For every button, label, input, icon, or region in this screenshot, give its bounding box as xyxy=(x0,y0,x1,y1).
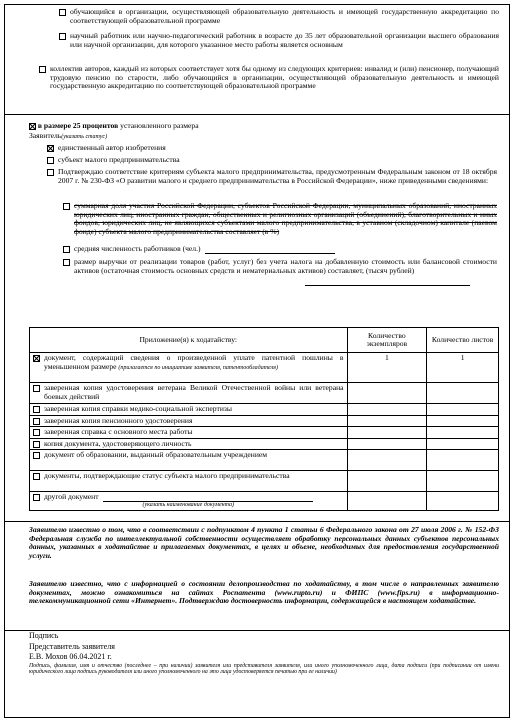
checkbox-sole-author[interactable] xyxy=(47,145,54,152)
attachment-cell xyxy=(30,353,348,383)
copies-cell[interactable] xyxy=(347,492,427,511)
copies-cell[interactable] xyxy=(347,438,427,450)
sheets-cell[interactable] xyxy=(427,438,499,450)
attachment-cell xyxy=(30,404,348,416)
checkbox-share-participation[interactable] xyxy=(63,203,70,210)
criteria-young-researcher-text: научный работник или научно-педагогический работник в возрасте до 35 лет образовательной организации высшего образования или научной организации, для которого указанное место работы является основным xyxy=(70,31,499,49)
option-small-business: субъект малого предпринимательства xyxy=(58,155,180,164)
section-25-heading xyxy=(29,122,199,131)
copies-cell[interactable] xyxy=(347,404,427,416)
table-header-attachments: Приложение(я) к ходатайству: xyxy=(30,328,348,353)
copies-cell[interactable] xyxy=(347,427,427,439)
checkbox-other-document[interactable] xyxy=(33,494,40,501)
attachment-label: копия документа, удостоверяющего личность xyxy=(44,438,192,448)
checkbox-small-business-docs[interactable] xyxy=(33,473,40,480)
criteria-student-text: обучающийся в организации, осуществляющей образовательную деятельность и имеющей государственную аккредитацию по соответствующей образовательной программе xyxy=(70,7,499,25)
attachment-label: документ, содержащий сведения о произведенной уплате патентной пошлины в уменьшенном размере xyxy=(44,353,344,371)
section-25-title-rest: установленного размера xyxy=(118,121,199,130)
attachment-label: заверенная копия пенсионного удостоверения xyxy=(44,415,193,425)
employee-count-text: средняя численность работников (чел.) xyxy=(74,244,201,253)
employee-count-field[interactable] xyxy=(205,245,335,254)
attachment-cell xyxy=(30,471,348,492)
table-row xyxy=(30,427,499,439)
attachment-note: (прилагается по инициативе заявителя, патентообладателя) xyxy=(118,364,278,371)
section-25-title: в размере 25 процентов xyxy=(37,121,119,130)
table-row xyxy=(30,492,499,511)
form-page xyxy=(4,4,510,718)
attachments-table-wrap xyxy=(29,327,499,511)
checkbox-payment-document[interactable] xyxy=(33,355,40,362)
table-header-sheets: Количество листов xyxy=(427,328,499,353)
other-document-hint: (указать наименование документа) xyxy=(142,502,235,508)
personal-data-notice: Заявителю известно о том, что в соответствии с подпунктом 4 пункта 1 статьи 6 Федерального закона от 27 июля 2006 г. № 152-ФЗ Федеральная служба по интеллектуальной собственности осуществляет обработку персональных данных субъектов персональных данных, указанных в ходатайстве и прилагаемых документах, в целях и объеме, необходимых для предоставления государственной услуги. xyxy=(29,525,499,560)
status-info-notice: Заявителю известно, что с информацией о состоянии делопроизводства по ходатайству, в том числе о направленных заявителю документах, можно ознакомиться на сайтах Роспатента (www.rupto.ru) и ФИПС (www.fips.ru) в информационно-телекоммуникационной сети «Интернет». Подтверждаю достоверность информации, содержащейся в настоящем ходатайстве. xyxy=(29,579,499,605)
checkbox-author-collective[interactable] xyxy=(39,66,46,73)
attachment-cell xyxy=(30,415,348,427)
checkbox-confirm-criteria[interactable] xyxy=(47,169,54,176)
section-25-percent xyxy=(5,115,509,323)
revenue-field[interactable] xyxy=(305,277,470,286)
share-participation-text: суммарная доля участия Российской Федерации, субъектов Российской Федерации, муниципальных образований, иностранных юридических лиц, иностранных граждан, общественных и религиозных организаций (объединений), благотворительных и иных фондов, юридических лиц, не являющихся субъектами малого предпринимательства, в уставном (складочном) капитале (паевом фонде) субъекта малого предпринимательства составляет (в %) xyxy=(74,201,497,236)
sheets-cell[interactable] xyxy=(427,383,499,404)
copies-cell[interactable]: 1 xyxy=(347,353,427,383)
attachment-cell xyxy=(30,427,348,439)
table-header-copies: Количество экземпляров xyxy=(347,328,427,353)
option-sole-author: единственный автор изобретения xyxy=(58,143,166,152)
sheets-cell[interactable] xyxy=(427,427,499,439)
attachment-label: другой документ xyxy=(44,492,99,501)
checkbox-medical-certificate[interactable] xyxy=(33,406,40,413)
attachment-cell xyxy=(30,438,348,450)
attachment-cell xyxy=(30,492,348,511)
table-row xyxy=(30,438,499,450)
criteria-author-collective-text: коллектив авторов, каждый из которых соответствует хотя бы одному из следующих критериев: инвалид и (или) пенсионер, получающий трудовую пенсию по старости, либо обучающийся в организации, осуществляющей образовательную деятельность и имеющей государственную аккредитацию по соответствующей образовательной программе xyxy=(50,64,499,90)
sheets-cell[interactable] xyxy=(427,450,499,471)
table-row xyxy=(30,450,499,471)
copies-cell[interactable] xyxy=(347,383,427,404)
checkbox-revenue[interactable] xyxy=(63,259,70,266)
other-document-field[interactable] xyxy=(103,493,313,502)
signature-label: Подпись xyxy=(29,631,59,640)
option-confirm-criteria: Подтверждаю соответствие критериям субъекта малого предпринимательства, предусмотренным Федеральным законом от 18 октября 2007 г. № 230-ФЗ «О развитии малого и среднего предпринимательства в Российской Федерации», ниже приведенными сведениями: xyxy=(58,167,497,185)
attachments-table xyxy=(29,327,499,511)
checkbox-pension-certificate[interactable] xyxy=(33,418,40,425)
sheets-cell[interactable] xyxy=(427,492,499,511)
signature-block xyxy=(29,632,499,676)
attachment-label: документ об образовании, выданный образовательным учреждением xyxy=(44,450,268,459)
table-row xyxy=(30,471,499,492)
attachment-label: заверенная копия справки медико-социальной экспертизы xyxy=(44,404,232,413)
checkbox-veteran-certificate[interactable] xyxy=(33,385,40,392)
signature-role: Представитель заявителя xyxy=(29,641,115,651)
checkbox-identity-copy[interactable] xyxy=(33,441,40,448)
copies-cell[interactable] xyxy=(347,450,427,471)
notices-block xyxy=(5,521,509,631)
sheets-cell[interactable] xyxy=(427,415,499,427)
sheets-cell[interactable] xyxy=(427,404,499,416)
table-row xyxy=(30,353,499,383)
attachment-label: документы, подтверждающие статус субъекта малого предпринимательства xyxy=(44,471,290,480)
attachment-label: заверенная копия удостоверения ветерана Великой Отечественной войны или ветерана боевых действий xyxy=(44,383,344,401)
revenue-text: размер выручки от реализации товаров (работ, услуг) без учета налога на добавленную стоимость или балансовой стоимости активов (остаточная стоимость основных средств и нематериальных активов) составляет, (тысяч рублей) xyxy=(74,257,497,275)
attachment-label: заверенная справка с основного места работы xyxy=(44,427,193,436)
signature-note: Подпись, фамилия, имя и отчество (последнее – при наличии) заявителя или представителя заявителя, или иного уполномоченного лица, дата подписи (при подписании от имени юридического лица подпись руководителя или иного уполномоченного на это лица удостоверяется печатью при ее наличии) xyxy=(29,662,499,676)
table-row xyxy=(30,383,499,404)
attachment-cell xyxy=(30,450,348,471)
copies-cell[interactable] xyxy=(347,415,427,427)
sheets-cell[interactable]: 1 xyxy=(427,353,499,383)
attachment-cell xyxy=(30,383,348,404)
sheets-cell[interactable] xyxy=(427,471,499,492)
table-row xyxy=(30,404,499,416)
applicant-label: Заявитель xyxy=(29,131,62,140)
signature-name-date[interactable]: Е.В. Мохов 06.04.2021 г. xyxy=(29,651,112,661)
top-criteria-block xyxy=(5,5,509,115)
checkbox-employee-count[interactable] xyxy=(63,246,70,253)
checkbox-student[interactable] xyxy=(59,9,66,16)
checkbox-young-researcher[interactable] xyxy=(59,33,66,40)
checkbox-25-percent[interactable] xyxy=(29,123,36,130)
table-row xyxy=(30,415,499,427)
copies-cell[interactable] xyxy=(347,471,427,492)
checkbox-small-business[interactable] xyxy=(47,157,54,164)
checkbox-education-document[interactable] xyxy=(33,452,40,459)
checkbox-employment-reference[interactable] xyxy=(33,429,40,436)
applicant-line xyxy=(29,132,107,141)
applicant-hint: (указать статус) xyxy=(61,134,108,140)
